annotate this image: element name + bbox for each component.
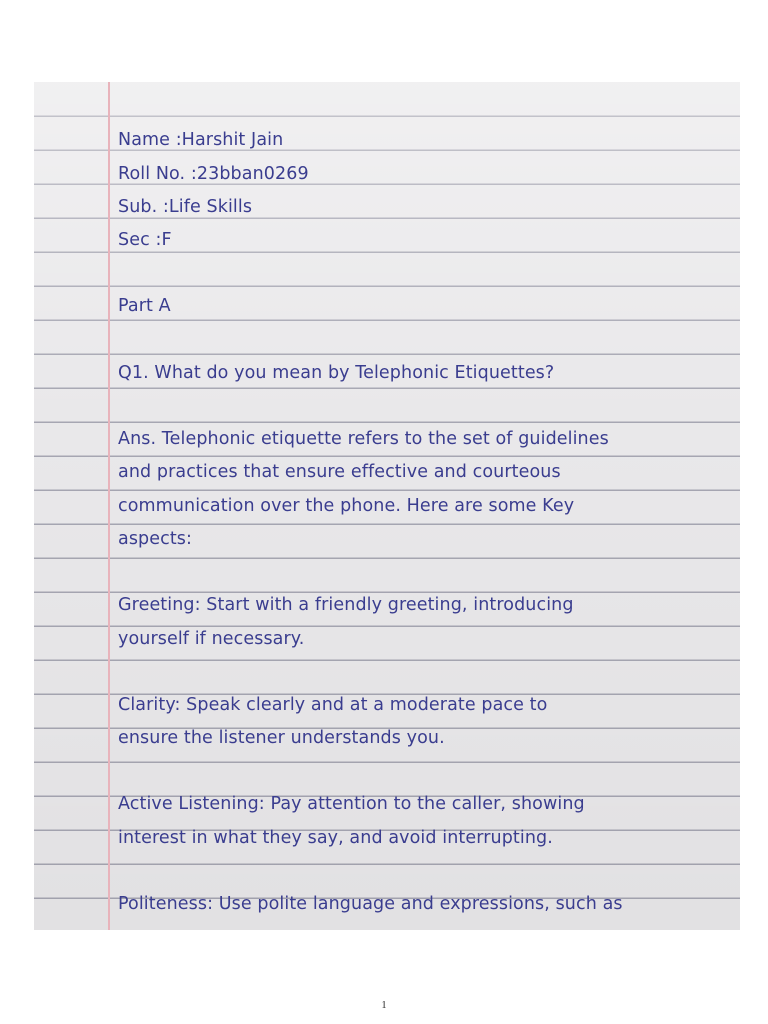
answer-line-2: and practices that ensure effective and courteous — [118, 462, 561, 482]
answer-line-1: Ans. Telephonic etiquette refers to the set of guidelines — [118, 429, 609, 449]
answer-line-4: aspects: — [118, 529, 193, 549]
greeting-line-2: yourself if necessary. — [118, 629, 305, 649]
handwritten-text — [118, 82, 733, 930]
section: Sec :F — [118, 230, 172, 250]
politeness-line-1: Politeness: Use polite language and expressions, such as — [118, 894, 623, 914]
question-1: Q1. What do you mean by Telephonic Etiquettes? — [118, 363, 555, 383]
margin-rule — [108, 82, 110, 930]
clarity-line-1: Clarity: Speak clearly and at a moderate pace to — [118, 695, 548, 715]
greeting-line-1: Greeting: Start with a friendly greeting, introducing — [118, 595, 574, 615]
ruled-notebook-paper — [34, 82, 740, 930]
answer-line-3: communication over the phone. Here are some Key — [118, 496, 575, 516]
clarity-line-2: ensure the listener understands you. — [118, 728, 445, 748]
listening-line-1: Active Listening: Pay attention to the caller, showing — [118, 794, 585, 814]
student-name: Name :Harshit Jain — [118, 130, 284, 150]
page-number: 1 — [381, 1000, 387, 1011]
listening-line-2: interest in what they say, and avoid interrupting. — [118, 828, 553, 848]
subject: Sub. :Life Skills — [118, 197, 253, 217]
roll-number: Roll No. :23bban0269 — [118, 164, 309, 184]
part-heading: Part A — [118, 296, 171, 316]
